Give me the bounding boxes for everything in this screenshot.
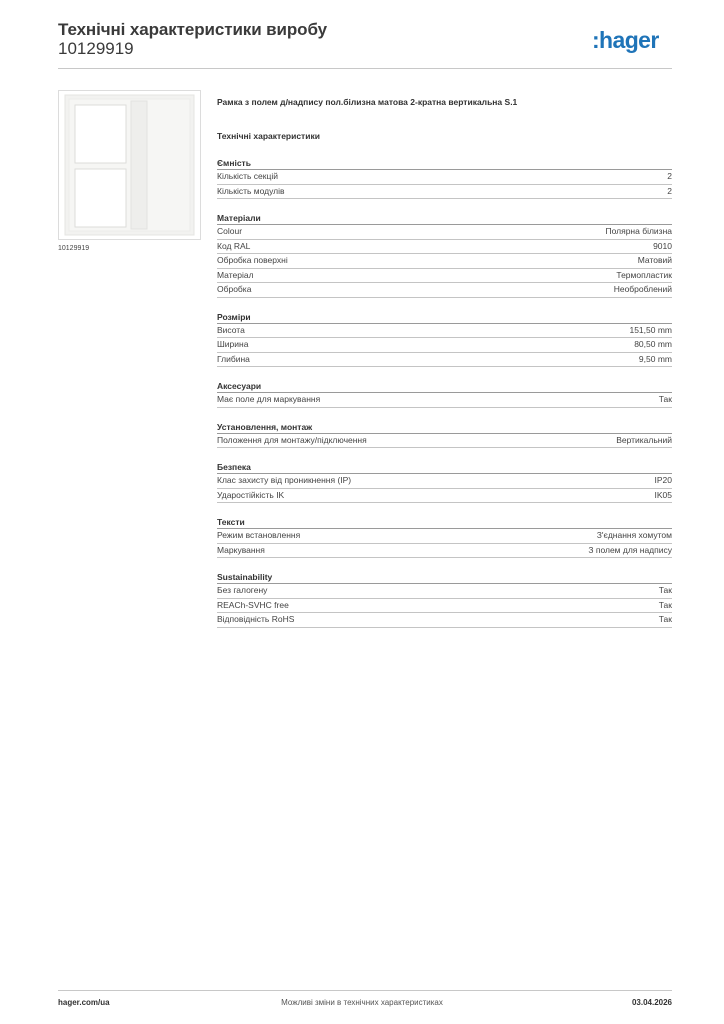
header-divider	[58, 68, 672, 69]
spec-row	[217, 584, 672, 599]
footer-divider	[58, 990, 672, 991]
spec-value: IK05	[654, 489, 672, 500]
spec-label: Глибина	[217, 353, 250, 364]
spec-label: Положення для монтажу/підключення	[217, 434, 367, 445]
spec-value: 80,50 mm	[634, 339, 672, 349]
spec-value: З'єднання хомутом	[596, 530, 672, 540]
spec-label: Код RAL	[217, 240, 251, 251]
specs-heading: Технічні характеристики	[217, 131, 320, 141]
spec-group	[217, 157, 672, 199]
spec-label: Має поле для маркування	[217, 394, 321, 404]
product-image	[58, 90, 201, 240]
image-caption: 10129919	[58, 245, 90, 252]
spec-value: Так	[658, 599, 672, 610]
spec-group	[217, 212, 672, 298]
spec-row	[217, 170, 672, 185]
spec-value: 9,50 mm	[638, 353, 672, 364]
spec-row	[217, 489, 672, 504]
footer-notice: Можливі зміни в технічних характеристиках	[281, 998, 443, 1007]
spec-value: 2	[667, 185, 672, 196]
spec-row	[217, 225, 672, 240]
spec-label: Режим встановлення	[217, 530, 301, 540]
product-name: Рамка з полем д/надпису пол.білизна матова 2-кратна вертикальна S.1	[217, 97, 518, 107]
spec-value: IP20	[654, 475, 672, 485]
spec-group-title: Аксесуари	[217, 380, 672, 393]
spec-row	[217, 529, 672, 544]
spec-value: 2	[667, 171, 672, 181]
spec-value: Необроблений	[613, 284, 672, 294]
footer-website[interactable]: hager.com/ua	[58, 998, 110, 1007]
frame-illustration	[59, 91, 200, 239]
spec-label: Кількість модулів	[217, 185, 285, 196]
spec-label: Ударостійкість IK	[217, 489, 285, 500]
spec-value: Так	[658, 614, 672, 624]
spec-value: 9010	[653, 240, 672, 251]
spec-label: Colour	[217, 226, 243, 236]
spec-label: Висота	[217, 324, 245, 335]
spec-group	[217, 516, 672, 558]
spec-label: Обробка	[217, 284, 252, 294]
hager-logo	[592, 28, 676, 54]
spec-groups	[217, 157, 672, 628]
spec-group-title: Безпека	[217, 461, 672, 474]
spec-row	[217, 613, 672, 628]
page-title: Технічні характеристики виробу	[58, 20, 327, 39]
spec-value: Матовий	[637, 255, 672, 265]
spec-label: Клас захисту від проникнення (IP)	[217, 475, 352, 485]
spec-label: Без галогену	[217, 585, 268, 595]
spec-label: Ширина	[217, 339, 249, 349]
spec-group	[217, 461, 672, 503]
logo-text: :hager	[592, 28, 659, 53]
spec-group-title: Sustainability	[217, 571, 672, 584]
spec-row	[217, 599, 672, 614]
spec-label: Кількість секцій	[217, 171, 278, 181]
footer-date: 03.04.2026	[631, 998, 672, 1007]
spec-group	[217, 421, 672, 449]
spec-value: Вертикальний	[616, 434, 672, 445]
spec-group	[217, 380, 672, 408]
spec-row	[217, 393, 672, 408]
spec-row	[217, 434, 672, 449]
spec-row	[217, 283, 672, 298]
spec-value: Полярна білизна	[605, 226, 672, 236]
spec-group	[217, 571, 672, 628]
spec-value: Так	[658, 394, 672, 404]
spec-row	[217, 254, 672, 269]
product-code: 10129919	[58, 39, 134, 58]
spec-row	[217, 353, 672, 368]
spec-label: Матеріал	[217, 269, 254, 280]
spec-group-title: Тексти	[217, 516, 672, 529]
spec-label: Маркування	[217, 544, 265, 555]
spec-value: 151,50 mm	[629, 324, 672, 335]
spec-row	[217, 240, 672, 255]
spec-label: REACh-SVHC free	[217, 599, 289, 610]
spec-row	[217, 269, 672, 284]
spec-group	[217, 311, 672, 368]
spec-row	[217, 544, 672, 559]
spec-row	[217, 338, 672, 353]
spec-row	[217, 474, 672, 489]
spec-label: Обробка поверхні	[217, 255, 288, 265]
spec-group-title: Розміри	[217, 311, 672, 324]
spec-group-title: Ємність	[217, 157, 672, 170]
spec-value: Так	[658, 585, 672, 595]
spec-row	[217, 185, 672, 200]
spec-row	[217, 324, 672, 339]
specifications	[217, 96, 672, 628]
spec-group-title: Установлення, монтаж	[217, 421, 672, 434]
spec-value: Термопластик	[616, 269, 672, 280]
spec-label: Відповідність RoHS	[217, 614, 295, 624]
spec-value: З полем для надпису	[588, 544, 672, 555]
spec-group-title: Матеріали	[217, 212, 672, 225]
